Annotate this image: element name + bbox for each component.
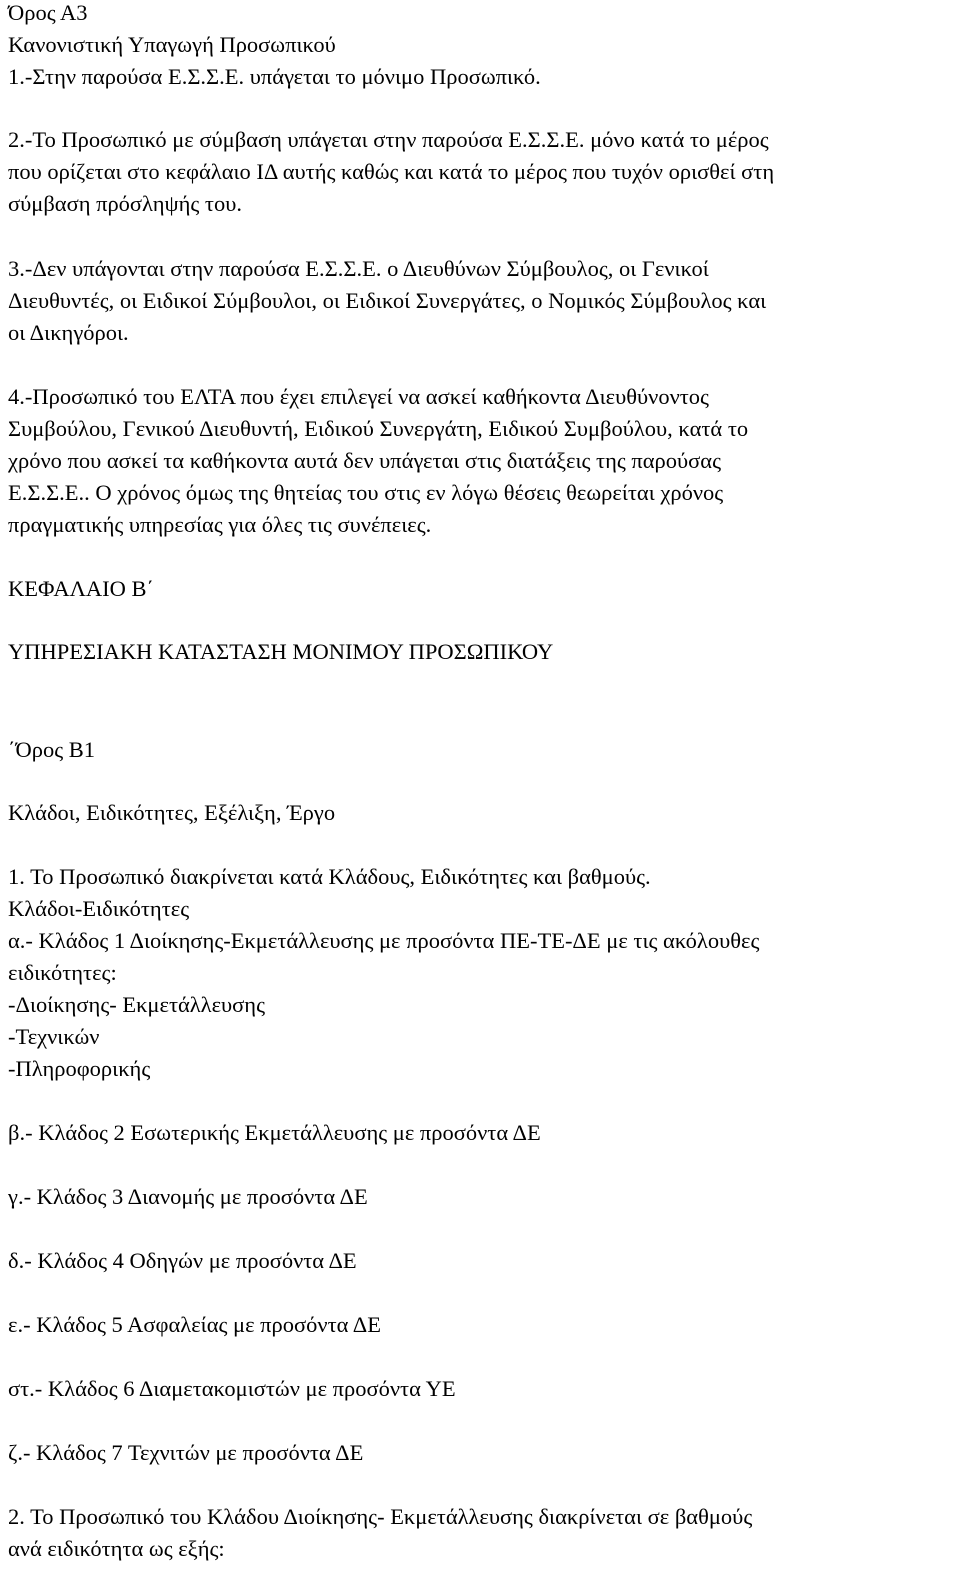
chapter-heading: ΚΕΦΑΛΑΙΟ Β΄ xyxy=(8,576,155,601)
branch-1-line-1: α.- Κλάδος 1 Διοίκησης-Εκμετάλλευσης με προσόντα ΠΕ-ΤΕ-ΔΕ με τις ακόλουθες xyxy=(8,928,760,953)
term-b1-title: Κλάδοι, Ειδικότητες, Εξέλιξη, Έργο xyxy=(8,800,336,825)
specialty-technical: -Τεχνικών xyxy=(8,1024,100,1049)
item-1: 1. Το Προσωπικό διακρίνεται κατά Κλάδους, Ειδικότητες και βαθμούς. xyxy=(8,864,651,889)
branch-4: δ.- Κλάδος 4 Οδηγών με προσόντα ΔΕ xyxy=(8,1248,357,1273)
paragraph-2-line-1: 2.-Το Προσωπικό με σύμβαση υπάγεται στην παρούσα Ε.Σ.Σ.Ε. μόνο κατά το μέρος xyxy=(8,127,769,152)
paragraph-4-line-1: 4.-Προσωπικό του ΕΛΤΑ που έχει επιλεγεί να ασκεί καθήκοντα Διευθύνοντος xyxy=(8,384,709,409)
branch-1-line-2: ειδικότητες: xyxy=(8,960,117,985)
paragraph-2-line-3: σύμβαση πρόσληψής του. xyxy=(8,191,242,216)
term-b1-heading: ΄Όρος Β1 xyxy=(8,737,96,762)
branch-5: ε.- Κλάδος 5 Ασφαλείας με προσόντα ΔΕ xyxy=(8,1312,381,1337)
branch-6: στ.- Κλάδος 6 Διαμετακομιστών με προσόντα ΥΕ xyxy=(8,1376,456,1401)
branch-7: ζ.- Κλάδος 7 Τεχνιτών με προσόντα ΔΕ xyxy=(8,1440,364,1465)
paragraph-4-line-3: χρόνο που ασκεί τα καθήκοντα αυτά δεν υπάγεται στις διατάξεις της παρούσας xyxy=(8,448,721,473)
term-a3-title: Κανονιστική Υπαγωγή Προσωπικού xyxy=(8,32,336,57)
item-2-line-2: ανά ειδικότητα ως εξής: xyxy=(8,1536,225,1561)
branch-2: β.- Κλάδος 2 Εσωτερικής Εκμετάλλευσης με προσόντα ΔΕ xyxy=(8,1120,541,1145)
chapter-title: ΥΠΗΡΕΣΙΑΚΗ ΚΑΤΑΣΤΑΣΗ ΜΟΝΙΜΟΥ ΠΡΟΣΩΠΙΚΟΥ xyxy=(8,639,554,664)
paragraph-4-line-4: Ε.Σ.Σ.Ε.. Ο χρόνος όμως της θητείας του στις εν λόγω θέσεις θεωρείται χρόνος xyxy=(8,480,724,505)
branch-3: γ.- Κλάδος 3 Διανομής με προσόντα ΔΕ xyxy=(8,1184,368,1209)
paragraph-3-line-2: Διευθυντές, οι Ειδικοί Σύμβουλοι, οι Ειδικοί Συνεργάτες, ο Νομικός Σύμβουλος και xyxy=(8,288,767,313)
paragraph-4-line-5: πραγματικής υπηρεσίας για όλες τις συνέπειες. xyxy=(8,512,432,537)
paragraph-4-line-2: Συμβούλου, Γενικού Διευθυντή, Ειδικού Συνεργάτη, Ειδικού Συμβούλου, κατά το xyxy=(8,416,749,441)
term-a3-heading: Όρος Α3 xyxy=(8,0,88,25)
specialty-administration: -Διοίκησης- Εκμετάλλευσης xyxy=(8,992,265,1017)
paragraph-1: 1.-Στην παρούσα Ε.Σ.Σ.Ε. υπάγεται το μόνιμο Προσωπικό. xyxy=(8,64,541,89)
paragraph-3-line-1: 3.-Δεν υπάγονται στην παρούσα Ε.Σ.Σ.Ε. ο Διευθύνων Σύμβουλος, οι Γενικοί xyxy=(8,256,709,281)
branches-specialties-heading: Κλάδοι-Ειδικότητες xyxy=(8,896,190,921)
paragraph-3-line-3: οι Δικηγόροι. xyxy=(8,320,129,345)
specialty-informatics: -Πληροφορικής xyxy=(8,1056,151,1081)
item-2-line-1: 2. Το Προσωπικό του Κλάδου Διοίκησης- Εκμετάλλευσης διακρίνεται σε βαθμούς xyxy=(8,1504,753,1529)
paragraph-2-line-2: που ορίζεται στο κεφάλαιο ΙΔ αυτής καθώς και κατά το μέρος που τυχόν ορισθεί στη xyxy=(8,159,775,184)
